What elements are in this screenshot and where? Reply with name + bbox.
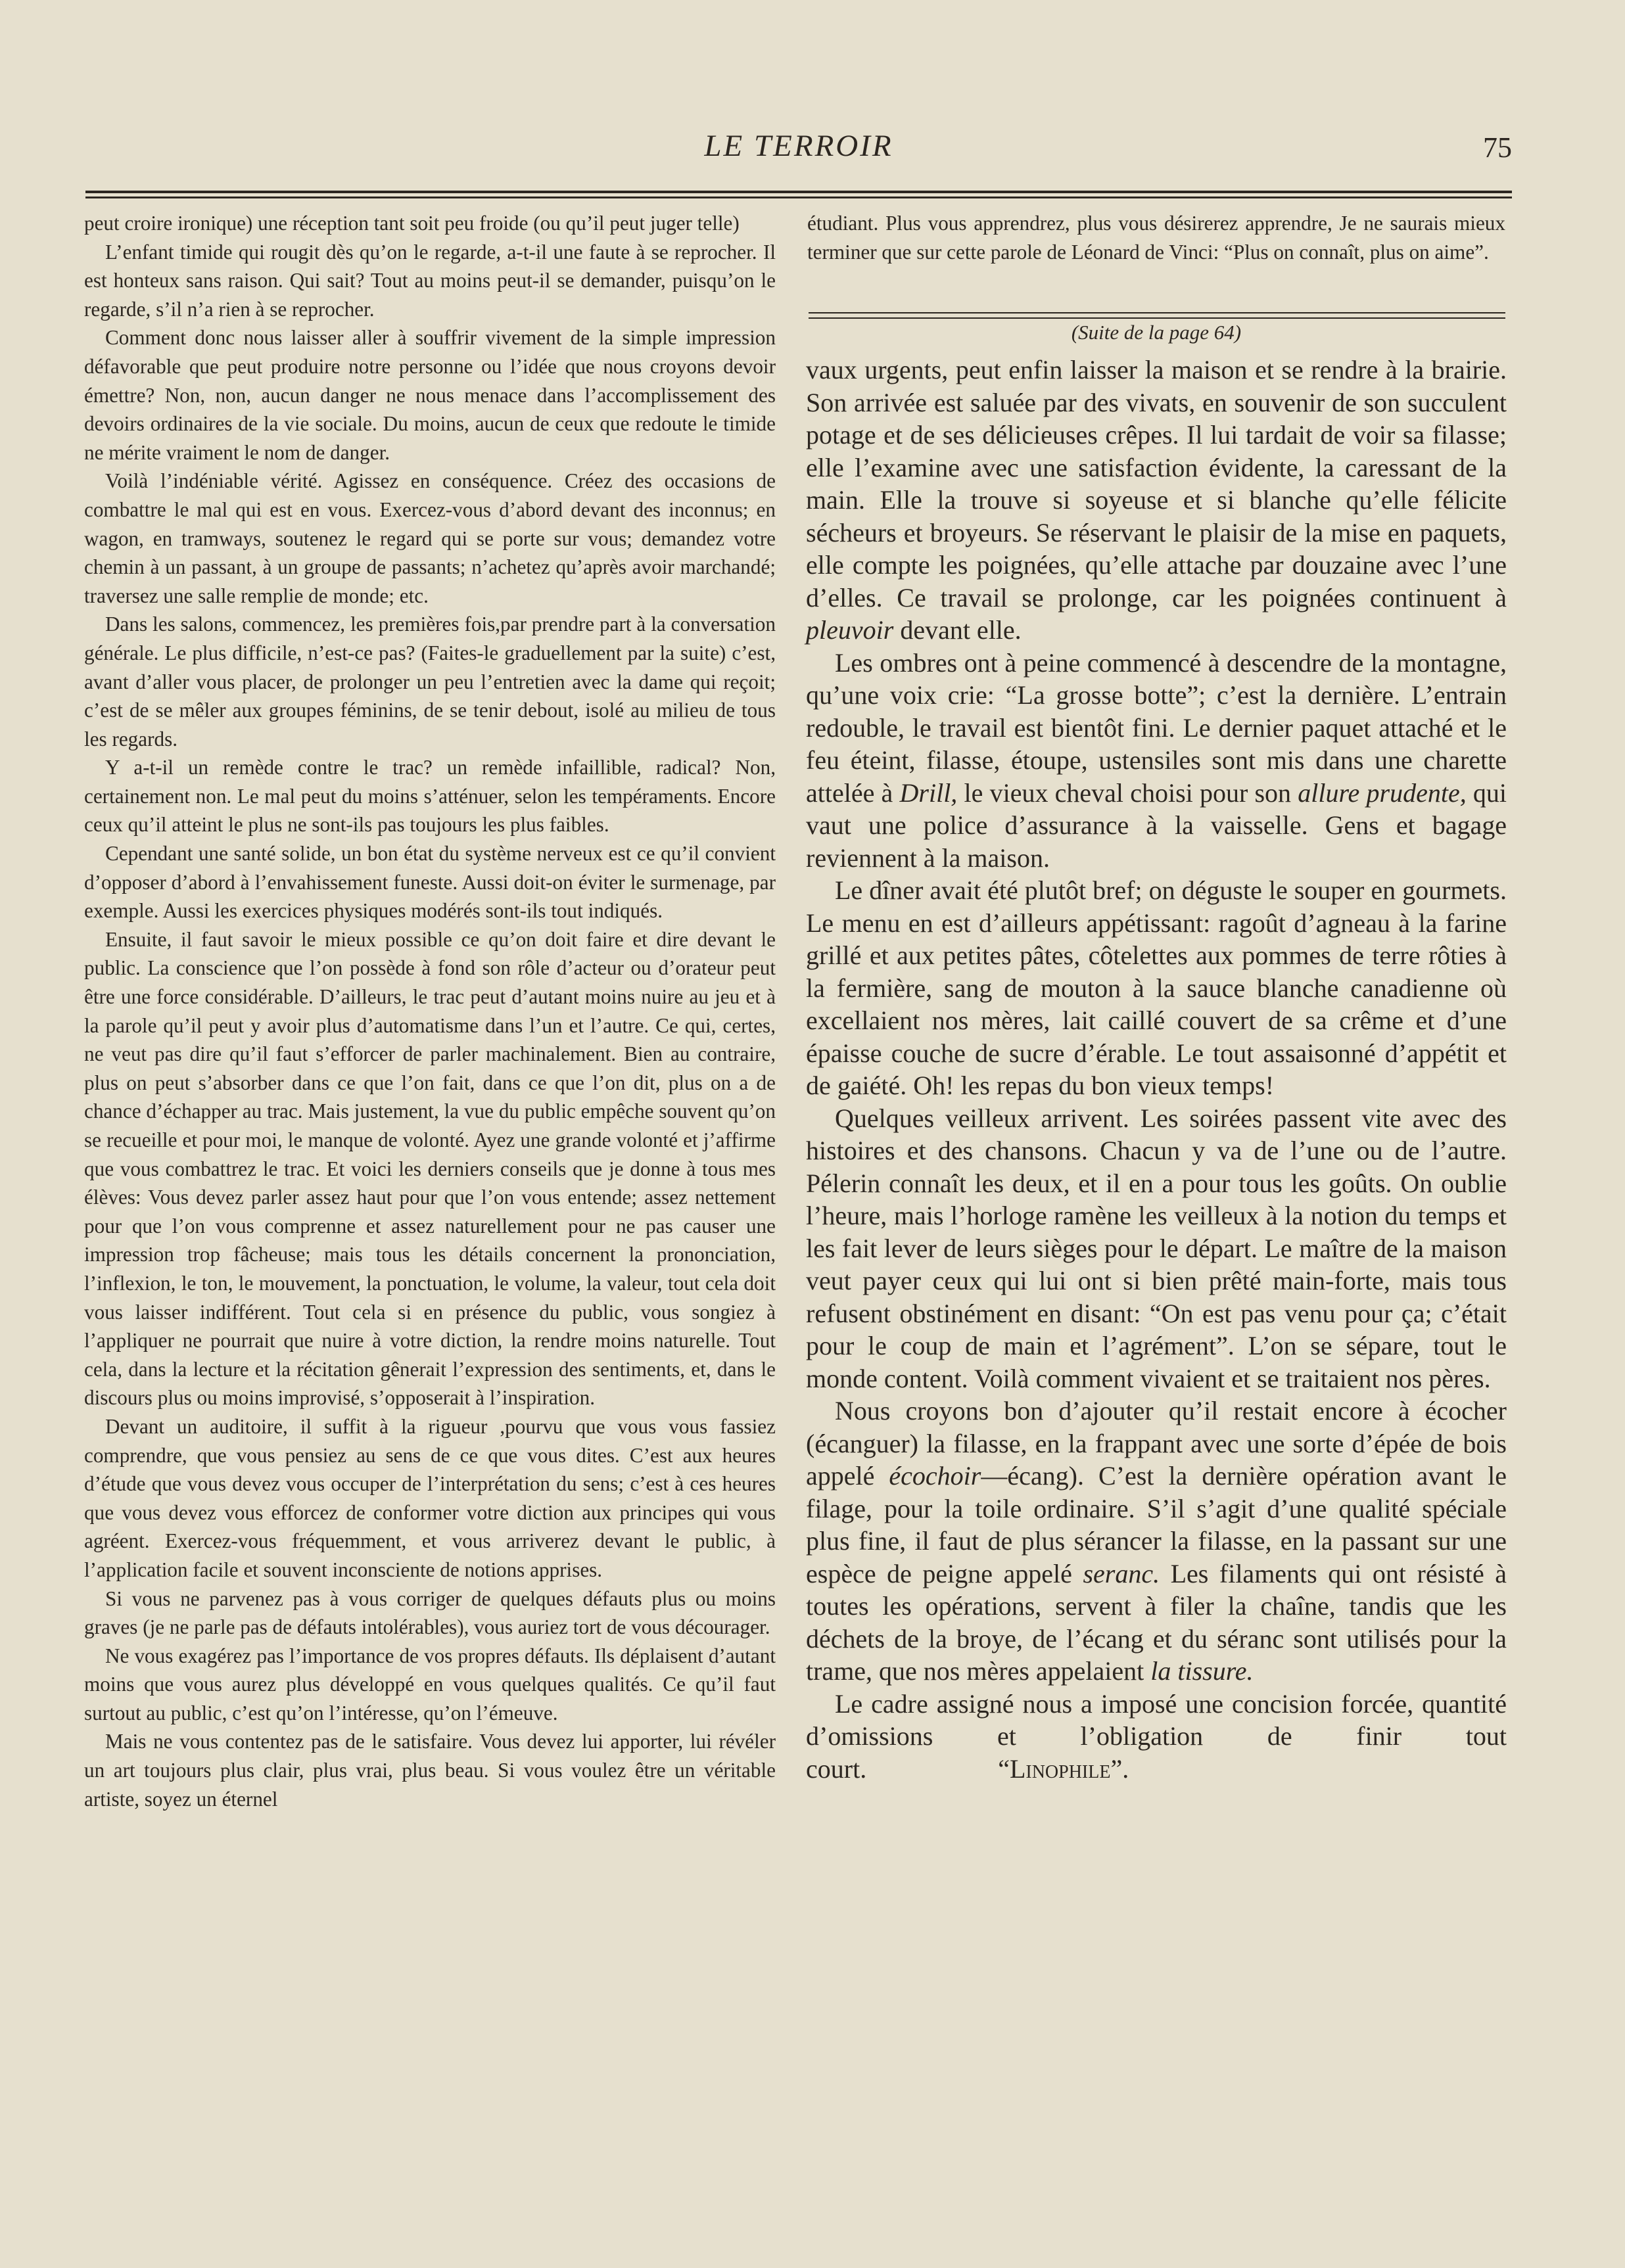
author-signature: “Linophile”. (998, 1753, 1129, 1784)
paragraph: Nous croyons bon d’ajouter qu’il restait encore à écocher (écanguer) la filasse, en la frappant avec une sorte d’épée de bois appelé écochoir—écang). C’est la dernière opération avant le filage, pour la toile ordinaire. S’il s’agit d’une qualité spéciale plus fine, il faut de plus sérancer la filasse, en la passant sur une espèce de peigne appelé seranc. Les filaments qui ont résisté à toutes les opérations, servent à filer la chaîne, tandis que les déchets de la broye, de l’écang et du séranc sont utilisés pour la trame, que nos mères appelaient la tissure. (806, 1396, 1507, 1686)
paragraph: peut croire ironique) une réception tant soit peu froide (ou qu’il peut juger telle) (84, 212, 740, 235)
paragraph: Ensuite, il faut savoir le mieux possible ce qu’on doit faire et dire devant le public. La conscience que l’on possède à fond son rôle d’acteur ou d’orateur peut être une force considérable. D’ailleurs, le trac peut d’autant moins nuire au jeu et à la parole qu’il peut y avoir plus d’automatisme dans l’un et l’autre. Ce qui, certes, ne veut pas dire qu’il faut s’efforcer de parler machinalement. Bien au contraire, plus on peut s’absorber dans ce que l’on fait, dans ce que l’on dit, plus on a de chance d’échapper au trac. Mais justement, la vue du public empêche souvent qu’on se recueille et pour moi, le manque de volonté. Ayez une grande volonté et j’affirme que vous combattrez le trac. Et voici les derniers conseils que je donne à tous mes élèves: Vous devez parler assez haut pour que l’on vous entende; assez nettement pour que l’on vous comprenne et assez naturellement pour ne pas causer une impression trop fâcheuse; mais tous les détails concernent la prononciation, l’inflexion, le ton, le mouvement, la ponctuation, le volume, la valeur, tout cela doit vous laisser indifférent. Tout cela si en présence du public, vous songiez à l’appliquer ne pourrait que nuire à votre diction, la rendre moins naturelle. Tout cela, dans la lecture et la récitation gênerait l’expression des sentiments, et, dans le discours plus ou moins improvisé, s’opposerait à l’inspiration. (84, 927, 776, 1410)
paragraph: étudiant. Plus vous apprendrez, plus vous désirerez apprendre, Je ne saurais mieux terminer que sur cette parole de Léonard de Vinci: “Plus on connaît, plus on aime”. (807, 212, 1505, 264)
paragraph: Y a-t-il un remède contre le trac? un remède infaillible, radical? Non, certainement non. Le mal peut du moins s’atténuer, selon les tempéraments. Encore ceux qu’il atteint le plus ne sont-ils pas toujours les plus faibles. (84, 756, 776, 837)
paragraph: Le cadre assigné nous a imposé une concision forcée, quantité d’omissions et l’obligation de finir tout court. “Linophile”. (806, 1688, 1507, 1784)
page-header (85, 128, 1512, 181)
paragraph: Quelques veilleux arrivent. Les soirées passent vite avec des histoires et des chansons. Chacun y va de l’une ou de l’autre. Pélerin connaît les deux, et il en a pour tous les goûts. On oublie l’heure, mais l’horloge ramène les veilleux à la notion du temps et les fait lever de leurs sièges pour le départ. Le maître de la maison veut payer ceux qui lui ont si bien prêté main-forte, mais tous refusent obstinément en disant: “On est pas venu pour ça; c’était pour le coup de main et l’agrément”. L’on se sépare, tout le monde content. Voilà comment vivaient et se traitaient nos pères. (806, 1103, 1507, 1393)
left-column (84, 209, 776, 1813)
article-divider (809, 312, 1505, 319)
paragraph: Les ombres ont à peine commencé à descendre de la montagne, qu’une voix crie: “La grosse botte”; c’est la dernière. L’entrain redouble, le travail est bientôt fini. Le dernier paquet attaché et le feu éteint, filasse, étoupe, ustensiles sont mis dans une charette attelée à Drill, le vieux cheval choisi pour son allure prudente, qui vaut une police d’assurance à la vaisselle. Gens et bagage reviennent à la maison. (806, 647, 1507, 873)
header-rule (85, 191, 1512, 198)
right-column-continuation (807, 209, 1505, 266)
paragraph: Cependant une santé solide, un bon état du système nerveux est ce qu’il convient d’opposer d’abord à l’envahissement funeste. Aussi doit-on éviter le surmenage, par exemple. Aussi les exercices physiques modérés sont-ils tout indiqués. (84, 842, 776, 923)
paragraph: Comment donc nous laisser aller à souffrir vivement de la simple impression défavorable que peut produire notre personne ou l’idée que nous croyons devoir émettre? Non, non, aucun danger ne nous menace dans l’accomplissement des devoirs ordinaires de la vie sociale. Du moins, aucun de ceux que redoute le timide ne mérite vraiment le nom de danger. (84, 326, 776, 464)
journal-title: LE TERROIR (704, 129, 893, 163)
paragraph: Ne vous exagérez pas l’importance de vos propres défauts. Ils déplaisent d’autant moins que vous aurez plus développé en vous quelques qualités. Ce qu’il faut surtout au public, c’est qu’on l’intéresse, qu’on l’émeuve. (84, 1644, 776, 1724)
paragraph: Devant un auditoire, il suffit à la rigueur ,pourvu que vous vous fassiez comprendre, que vous pensiez au sens de ce que vous dites. C’est aux heures d’étude que vous devez vous occuper de l’interprétation du sens; c’est à ces heures que vous devez vous efforcez de conformer votre diction aux principes qui vous agréent. Exercez-vous fréquemment, et vous arriverez devant le public, à l’application facile et souvent inconsciente de notions apprises. (84, 1414, 776, 1581)
paragraph: Si vous ne parvenez pas à vous corriger de quelques défauts plus ou moins graves (je ne parle pas de défauts intolérables), vous auriez tort de vous décourager. (84, 1586, 776, 1639)
paragraph: Dans les salons, commencez, les premières fois,par prendre part à la conversation générale. Le plus difficile, n’est-ce pas? (Faites-le graduellement par la suite) c’est, avant d’aller vous placer, de prolonger un peu l’entretien avec la dame qui reçoit; c’est de se mêler aux groupes féminins, de se tenir debout, isolé au milieu de tous les regards. (84, 613, 776, 751)
page-number: 75 (1483, 131, 1512, 164)
continuation-note: (Suite de la page 64) (1071, 321, 1242, 344)
paragraph: vaux urgents, peut enfin laisser la maison et se rendre à la brairie. Son arrivée est saluée par des vivats, en souvenir de son succulent potage et de ses délicieuses crêpes. Il lui tardait de voir sa filasse; elle l’examine avec une satisfaction évidente, la caressant de la main. Elle la trouve si soyeuse et si blanche qu’elle félicite sécheurs et broyeurs. Se réservant le plaisir de la mise en paquets, elle compte les poignées, qu’elle attache par douzaine avec l’une d’elles. Ce travail se prolonge, car les poignées continuent à pleuvoir devant elle. (806, 355, 1507, 645)
paragraph: L’enfant timide qui rougit dès qu’on le regarde, a-t-il une faute à se reprocher. Il est honteux sans raison. Qui sait? Tout au moins peut-il se demander, puisqu’on le regarde, s’il n’a rien à se reprocher. (84, 240, 776, 321)
right-column-article (806, 354, 1507, 1785)
paragraph: Le dîner avait été plutôt bref; on déguste le souper en gourmets. Le menu en est d’ailleurs appétissant: ragoût d’agneau à la farine grillé et aux petites pâtes, côtelettes aux pommes de terre rôties à la fermière, sang de mouton à la sauce blanche canadienne où excellaient nos mères, lait caillé couvert de sa crême et d’une épaisse couche de sucre d’érable. Le tout assaisonné d’appétit et de gaiété. Oh! les repas du bon vieux temps! (806, 875, 1507, 1100)
paragraph: Mais ne vous contentez pas de le satisfaire. Vous devez lui apporter, lui révéler un art toujours plus clair, plus vrai, plus beau. Si vous voulez être un véritable artiste, soyez un éternel (84, 1730, 776, 1811)
paragraph: Voilà l’indéniable vérité. Agissez en conséquence. Créez des occasions de combattre le mal qui est en vous. Exercez-vous d’abord devant des inconnus; en wagon, en tramways, soutenez le regard qui se porte sur vous; demandez votre chemin à un passant, à un groupe de passants; n’achetez qu’après avoir marchandé; traversez une salle remplie de monde; etc. (84, 469, 776, 607)
